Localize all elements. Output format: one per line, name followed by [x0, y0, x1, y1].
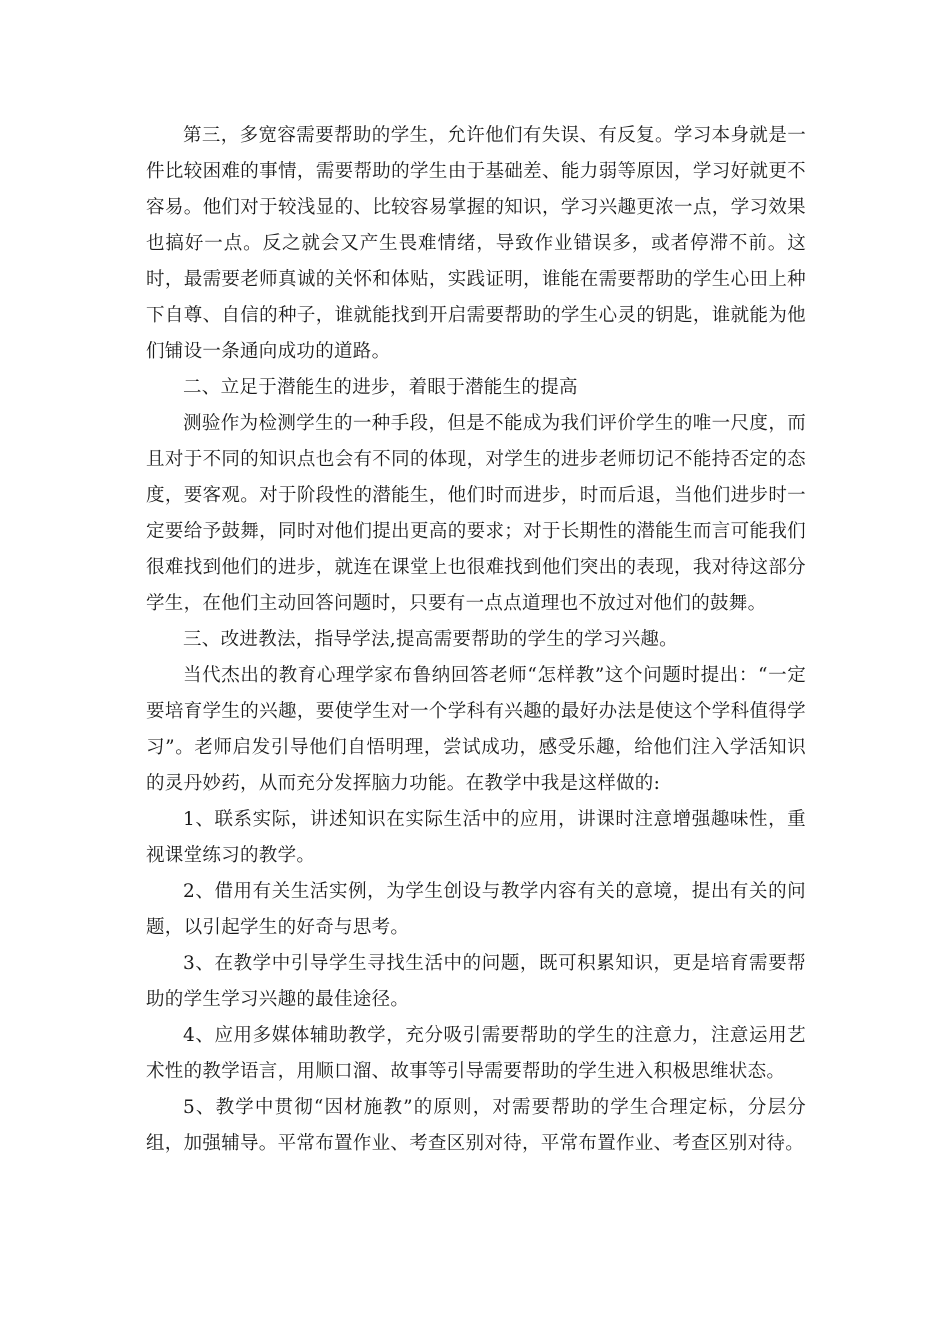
list-item-4: 4、应用多媒体辅助教学，充分吸引需要帮助的学生的注意力，注意运用艺术性的教学语言，用顺口溜、故事等引导需要帮助的学生进入积极思维状态。: [146, 1025, 806, 1082]
list-item-1: 1、联系实际，讲述知识在实际生活中的应用，讲课时注意增强趣味性，重视课堂练习的教学。: [146, 809, 806, 866]
paragraph-bruner-quote: 当代杰出的教育心理学家布鲁纳回答老师“怎样教”这个问题时提出：“一定要培育学生的兴趣，要使学生对一个学科有兴趣的最好办法是使这个学科值得学习”。老师启发引导他们自悟明理，尝试成功，感受乐趣，给他们注入学活知识的灵丹妙药，从而充分发挥脑力功能。在教学中我是这样做的:: [146, 665, 806, 794]
paragraph-testing: 测验作为检测学生的一种手段，但是不能成为我们评价学生的唯一尺度，而且对于不同的知识点也会有不同的体现，对学生的进步老师切记不能持否定的态度，要客观。对于阶段性的潜能生，他们时而进步，时而后退，当他们进步时一定要给予鼓舞，同时对他们提出更高的要求；对于长期性的潜能生而言可能我们很难找到他们的进步，就连在课堂上也很难找到他们突出的表现，我对待这部分学生，在他们主动回答问题时，只要有一点点道理也不放过对他们的鼓舞。: [146, 413, 806, 614]
heading-section-two: 二、立足于潜能生的进步，着眼于潜能生的提高: [183, 377, 578, 398]
document-page: [146, 118, 806, 1162]
list-item-2: 2、借用有关生活实例，为学生创设与教学内容有关的意境，提出有关的问题，以引起学生的好奇与思考。: [146, 881, 806, 938]
list-item-5: 5、教学中贯彻“因材施教”的原则，对需要帮助的学生合理定标，分层分组，加强辅导。平常布置作业、考查区别对待，平常布置作业、考查区别对待。: [146, 1097, 806, 1154]
list-item-3: 3、在教学中引导学生寻找生活中的问题，既可积累知识，更是培育需要帮助的学生学习兴趣的最佳途径。: [146, 953, 806, 1010]
paragraph-tolerance: 第三，多宽容需要帮助的学生，允许他们有失误、有反复。学习本身就是一件比较困难的事情，需要帮助的学生由于基础差、能力弱等原因，学习好就更不容易。他们对于较浅显的、比较容易掌握的知识，学习兴趣更浓一点，学习效果也搞好一点。反之就会又产生畏难情绪，导致作业错误多，或者停滞不前。这时，最需要老师真诚的关怀和体贴，实践证明，谁能在需要帮助的学生心田上种下自尊、自信的种子，谁就能找到开启需要帮助的学生心灵的钥匙，谁就能为他们铺设一条通向成功的道路。: [146, 125, 806, 362]
heading-section-three: 三、改进教法，指导学法,提高需要帮助的学生的学习兴趣。: [183, 629, 678, 650]
